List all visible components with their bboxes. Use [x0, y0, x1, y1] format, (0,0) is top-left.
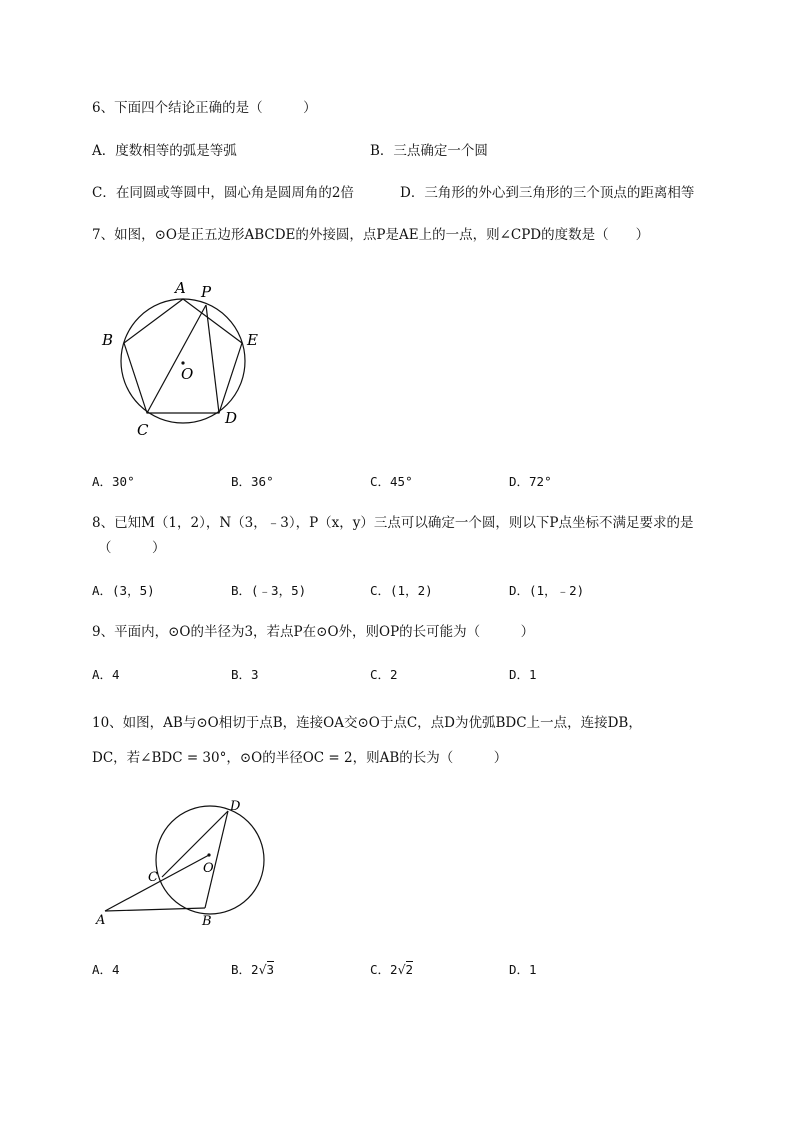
q10-option-c-radicand: 2 [405, 962, 414, 977]
q8-stem-line2: （ ） [98, 540, 166, 556]
q10-label-o: O [203, 861, 214, 876]
q8-stem-line1: 8、已知M（1，2），N（3，﹣3），P（x，y）三点可以确定一个圆，则以下P点坐标不满足要求的是 [92, 515, 694, 531]
q8-option-d: D．(1，﹣2) [509, 583, 585, 598]
q10-option-c [370, 960, 413, 980]
q8-option-b: B．(﹣3，5) [231, 583, 307, 598]
q10-circle [156, 806, 264, 914]
q6-option-a: A．度数相等的弧是等弧 [92, 143, 237, 159]
q7-stem: 7、如图，⊙O是正五边形ABCDE的外接圆，点P是AE上的一点，则∠CPD的度数是（ ） [92, 227, 650, 243]
q10-option-c-prefix: C．2 [370, 962, 398, 977]
q6-option-c: C．在同圆或等圆中，圆心角是圆周角的2倍 [92, 185, 354, 201]
q10-label-a: A [96, 913, 106, 928]
q9-option-a: A．4 [92, 667, 120, 682]
q10-option-d: D．1 [509, 962, 537, 977]
q10-center-dot [207, 853, 210, 856]
q6-option-b: B．三点确定一个圆 [370, 143, 488, 159]
q7-label-a: A [175, 279, 186, 297]
sqrt-sign: √ [397, 962, 406, 977]
q9-option-c: C．2 [370, 667, 398, 682]
q7-label-o: O [181, 365, 194, 383]
q7-pentagon [124, 299, 242, 413]
q7-pentagon-figure [95, 275, 275, 445]
q7-label-d: D [225, 409, 238, 427]
q7-option-b: B．36° [231, 474, 274, 489]
q10-stem-line2: DC，若∠BDC = 30°，⊙O的半径OC = 2，则AB的长为（ ） [92, 750, 508, 766]
q10-label-c: C [148, 870, 158, 885]
sqrt-sign: √ [258, 962, 267, 977]
q7-label-c: C [137, 421, 149, 439]
q8-option-a: A．(3，5) [92, 583, 155, 598]
q7-label-e: E [247, 331, 258, 349]
q10-stem-line1: 10、如图，AB与⊙O相切于点B，连接OA交⊙O于点C，点D为优弧BDC上一点，连接DB， [92, 715, 642, 731]
q7-line-pc [147, 305, 206, 413]
q10-option-b-prefix: B．2 [231, 962, 259, 977]
q9-option-d: D．1 [509, 667, 537, 682]
q7-option-a: A．30° [92, 474, 135, 489]
q6-stem: 6、下面四个结论正确的是（ ） [92, 100, 317, 116]
q10-label-d: D [230, 799, 241, 814]
q8-option-c: C．(1，2) [370, 583, 433, 598]
q10-label-b: B [202, 914, 212, 929]
q10-line-bd [205, 811, 228, 908]
q9-stem: 9、平面内，⊙O的半径为3，若点P在⊙O外，则OP的长可能为（ ） [92, 624, 535, 640]
q7-option-d: D．72° [509, 474, 552, 489]
q9-option-b: B．3 [231, 667, 259, 682]
q7-option-c: C．45° [370, 474, 413, 489]
q10-option-b [231, 960, 274, 980]
q7-circle [121, 299, 245, 423]
q10-option-a: A．4 [92, 962, 120, 977]
q10-option-b-radicand: 3 [266, 962, 275, 977]
q7-label-p: P [201, 283, 212, 301]
q7-label-b: B [102, 331, 114, 349]
q6-option-d: D．三角形的外心到三角形的三个顶点的距离相等 [400, 185, 695, 201]
q10-tangent-figure [92, 798, 272, 933]
